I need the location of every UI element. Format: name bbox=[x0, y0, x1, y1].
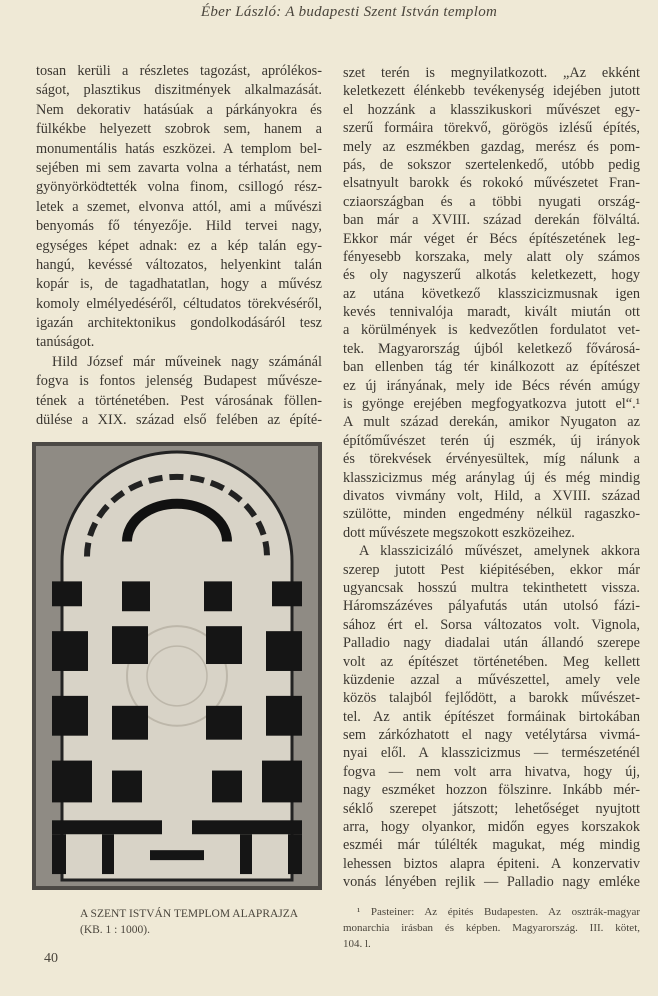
text-line: szerep jutott Pest kiépitésében, ekkor már bbox=[343, 561, 640, 578]
text-line: A mult század derekán, amikor Nyugaton az bbox=[343, 414, 640, 431]
text-line: divatos vivmány volt, Hild, a XVIII. század bbox=[343, 487, 640, 504]
text-line: cziaországban és a többi nyugati ország- bbox=[343, 193, 640, 210]
text-line: volt az építészet történetében. Meg kellett bbox=[343, 653, 640, 670]
text-line: fényesebb korszaka, mely alatt oly számos bbox=[343, 248, 640, 265]
figure-caption bbox=[80, 906, 330, 938]
text-line: Nem dekorativ hatásúak a párkányokra és bbox=[36, 101, 322, 118]
text-line: ban már a XVIII. század derekán fölváltá. bbox=[343, 212, 640, 229]
text-line: fogva is fontos jelenség Budapest művésze- bbox=[36, 373, 322, 390]
text-line: sához ért el. Sorsa változatos volt. Vignola, bbox=[343, 616, 640, 633]
text-line: ez új irányának, mely ide Bécs révén amúgy bbox=[343, 377, 640, 394]
running-header: Éber László: A budapesti Szent István templom bbox=[200, 4, 498, 20]
text-line: a körülmények is kedvezőtlen fordulatot vet- bbox=[343, 322, 640, 339]
text-line: az utána következő klasszicizmusnak igen bbox=[343, 285, 640, 302]
text-line: monumentális hatás eszközei. A templom bel- bbox=[36, 140, 322, 157]
text-line: sejében mi sem zavarta volna a térhatást, nem bbox=[36, 159, 322, 176]
text-line: is gyönge erejében megfogyatkozva jutott el“.¹ bbox=[343, 396, 640, 413]
text-line: el hozzánk a klasszikuskori művészet egy- bbox=[343, 101, 640, 118]
text-line: ¹ Pasteiner: Az épités Budapesten. Az osztrák-magyar bbox=[357, 906, 640, 918]
text-line: és oly nagyszerű alkotás keletkezett, hogy bbox=[343, 267, 640, 284]
text-line: dülése a XIX. század első felében az építé- bbox=[36, 412, 322, 429]
text-line: kopár is, de tagadhatatlan, hogy a művész bbox=[36, 276, 322, 293]
text-line: Hild József már műveinek nagy számánál bbox=[52, 353, 322, 370]
page-number: 40 bbox=[44, 951, 58, 966]
text-line: A klasszicizáló művészet, amelynek akkora bbox=[359, 543, 640, 560]
text-line: nagy eszméket hozzon fölszinre. Inkább mér- bbox=[343, 782, 640, 799]
text-line: pás, de sokszor szertelenkedő, utóbb pedig bbox=[343, 156, 640, 173]
text-line: elsatnyult barokk és rokokó művészetet Fran- bbox=[343, 175, 640, 192]
text-line: Háromszázéves pályafutás után utolsó fázi- bbox=[343, 598, 640, 615]
text-line: arra, hogy olyankor, midőn egyes korszakok bbox=[343, 819, 640, 836]
text-line: egységes képet adnak: ez a kép talán egy- bbox=[36, 237, 322, 254]
text-line: és törekvések érvényesültek, míg nálunk a bbox=[343, 451, 640, 468]
text-line: mely az eszmékben gazdag, merész és pom- bbox=[343, 138, 640, 155]
text-line: építőművészet terén új eszmék, új irányok bbox=[343, 432, 640, 449]
text-line: ugyancsak hosszú multra tekinthetett vissza. bbox=[343, 579, 640, 596]
caption-title: A SZENT ISTVÁN TEMPLOM ALAPRAJZA bbox=[80, 908, 299, 920]
text-line: tel. Az antik építészet formáinak birtokában bbox=[343, 708, 640, 725]
floor-plan-illustration bbox=[32, 442, 322, 890]
text-line: gyönyörködtették volna finom, csillogó rész- bbox=[36, 179, 322, 196]
text-line: eszméi már túlélték magukat, még mindig bbox=[343, 837, 640, 854]
right-text-column bbox=[343, 64, 640, 892]
text-line: dott művészete megszokott eszközeihez. bbox=[343, 524, 575, 541]
text-line: Palladio nagy diadalai után állandó szerepe bbox=[343, 635, 640, 652]
text-line: letek a szemet, elvonva attól, ami a művészi bbox=[36, 198, 322, 215]
text-line: szerű formáira törekvő, görögös izlésű építés, bbox=[343, 120, 640, 137]
caption-scale: (KB. 1 : 1000). bbox=[80, 924, 150, 936]
text-line: közös talajból fejlődött, a barokk művészet- bbox=[343, 690, 640, 707]
text-line: küzdenie azzal a művészettel, amely vele bbox=[343, 671, 640, 688]
text-line: tének a történetében. Pest városának föllen- bbox=[36, 392, 322, 409]
text-line: monarchia irásban és képben. Magyarország. III. kötet, bbox=[343, 922, 640, 934]
text-line: klasszicizmus még aránylag új és még mindig bbox=[343, 469, 640, 486]
text-line: fülkékbe helyezett szobrok sem, hanem a bbox=[36, 121, 322, 138]
text-line: tek. Magyarország újból keletkező fővárosá- bbox=[343, 340, 640, 357]
left-text-column bbox=[36, 62, 322, 430]
text-line: tanúságot. bbox=[36, 334, 95, 351]
text-line: igazán architektonikus gondolkodásáról tesz bbox=[36, 315, 322, 332]
text-line: ban ellenben tág tér kinálkozott az építészet bbox=[343, 359, 640, 376]
text-line: ságot, plasztikus diszitmények alkalmazását. bbox=[36, 82, 322, 99]
text-line: hangú, kevéssé változatos, helyenkint talán bbox=[36, 256, 322, 273]
text-line: szülötte, minden engedmény nélkül ragaszko- bbox=[343, 506, 640, 523]
text-line: szet terén is megnyilatkozott. „Az ekként bbox=[343, 65, 640, 81]
text-line: 104. l. bbox=[343, 938, 371, 950]
text-line: komoly elmélyedéséről, céltudatos törekvéséről, bbox=[36, 295, 322, 312]
text-line: séklő szerepet játszott; lehetőséget nyujtott bbox=[343, 800, 640, 817]
footnote bbox=[343, 904, 640, 952]
text-line: nyai elől. A klasszicizmus — természeténél bbox=[343, 745, 640, 762]
text-line: vonás lényében rejlik — Palladio nagy emléke bbox=[343, 874, 640, 891]
text-line: benyomás fő tényezője. Hild tervei nagy, bbox=[36, 218, 322, 235]
text-line: sem zárkózhatott el nagy vetélytársa vivmá- bbox=[343, 727, 640, 744]
text-line: kevés tennivalója maradt, kivált miután ott bbox=[343, 304, 640, 321]
text-line: Ekkor már véget ér Bécs építészetének leg- bbox=[343, 230, 640, 247]
text-line: keletkezett élénkebb tevékenység idejében jutott bbox=[343, 83, 640, 100]
text-line: lehessen biztos alapra épiteni. A konzervativ bbox=[343, 855, 640, 872]
text-line: fogva — nem volt arra hivatva, hogy új, bbox=[343, 763, 640, 780]
text-line: tosan kerüli a részletes tagozást, aprólékos- bbox=[36, 63, 322, 79]
